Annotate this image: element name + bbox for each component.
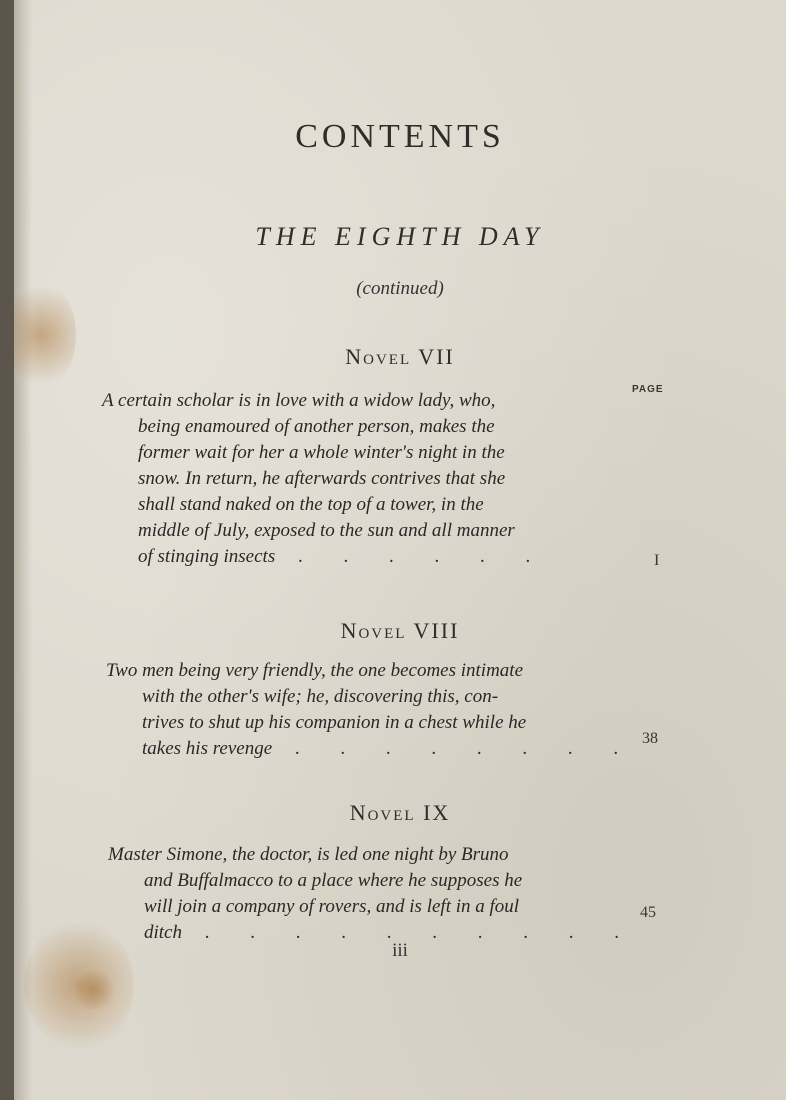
summary-line: will join a company of rovers, and is left in a foul bbox=[144, 896, 520, 917]
summary-line-last: ditch . . . . . . . . . . bbox=[144, 922, 637, 943]
novel-summary bbox=[108, 842, 637, 946]
summary-line-last: of stinging insects . . . . . . bbox=[138, 546, 549, 567]
summary-line: snow. In return, he afterwards contrives that she bbox=[138, 468, 506, 489]
contents-heading: CONTENTS bbox=[295, 118, 505, 155]
summary-line: shall stand naked on the top of a tower, in the bbox=[138, 494, 484, 515]
day-title: THE EIGHTH DAY bbox=[255, 222, 545, 251]
novel-summary bbox=[102, 388, 548, 570]
summary-line: with the other's wife; he, discovering this, con- bbox=[142, 686, 499, 707]
novel-summary bbox=[106, 658, 636, 762]
dot-leader: . . . . . . . . . . bbox=[182, 922, 637, 943]
dot-leader: . . . . . . bbox=[275, 546, 549, 567]
summary-line: middle of July, exposed to the sun and all manner bbox=[138, 520, 515, 541]
novel-title-text: Novel VIII bbox=[340, 618, 460, 643]
page-number: 38 bbox=[642, 730, 658, 747]
page-number: I bbox=[654, 552, 660, 569]
page-number: 45 bbox=[640, 904, 656, 921]
novel-title bbox=[14, 344, 786, 370]
summary-line: Two men being very friendly, the one becomes intimate bbox=[106, 660, 524, 681]
novel-title bbox=[14, 618, 786, 644]
novel-title-text: Novel VII bbox=[345, 344, 455, 369]
foxing-stain bbox=[74, 970, 114, 1010]
dot-leader: . . . . . . . . bbox=[272, 738, 637, 759]
page-folio: iii bbox=[392, 940, 408, 961]
book-page bbox=[14, 0, 786, 1100]
summary-line: A certain scholar is in love with a widow lady, who, bbox=[102, 390, 496, 411]
summary-line: Master Simone, the doctor, is led one night by Bruno bbox=[108, 844, 509, 865]
summary-line-last: takes his revenge . . . . . . . . bbox=[142, 738, 637, 759]
page-column-label: PAGE bbox=[632, 384, 664, 395]
summary-line: and Buffalmacco to a place where he supposes he bbox=[144, 870, 523, 891]
novel-title-text: Novel IX bbox=[349, 800, 451, 825]
summary-line: being enamoured of another person, makes the bbox=[138, 416, 495, 437]
summary-line: former wait for her a whole winter's night in the bbox=[138, 442, 505, 463]
novel-title bbox=[14, 800, 786, 826]
page-gutter-shadow bbox=[14, 0, 32, 1100]
summary-line: trives to shut up his companion in a chest while he bbox=[142, 712, 527, 733]
continued-label: (continued) bbox=[356, 278, 444, 299]
